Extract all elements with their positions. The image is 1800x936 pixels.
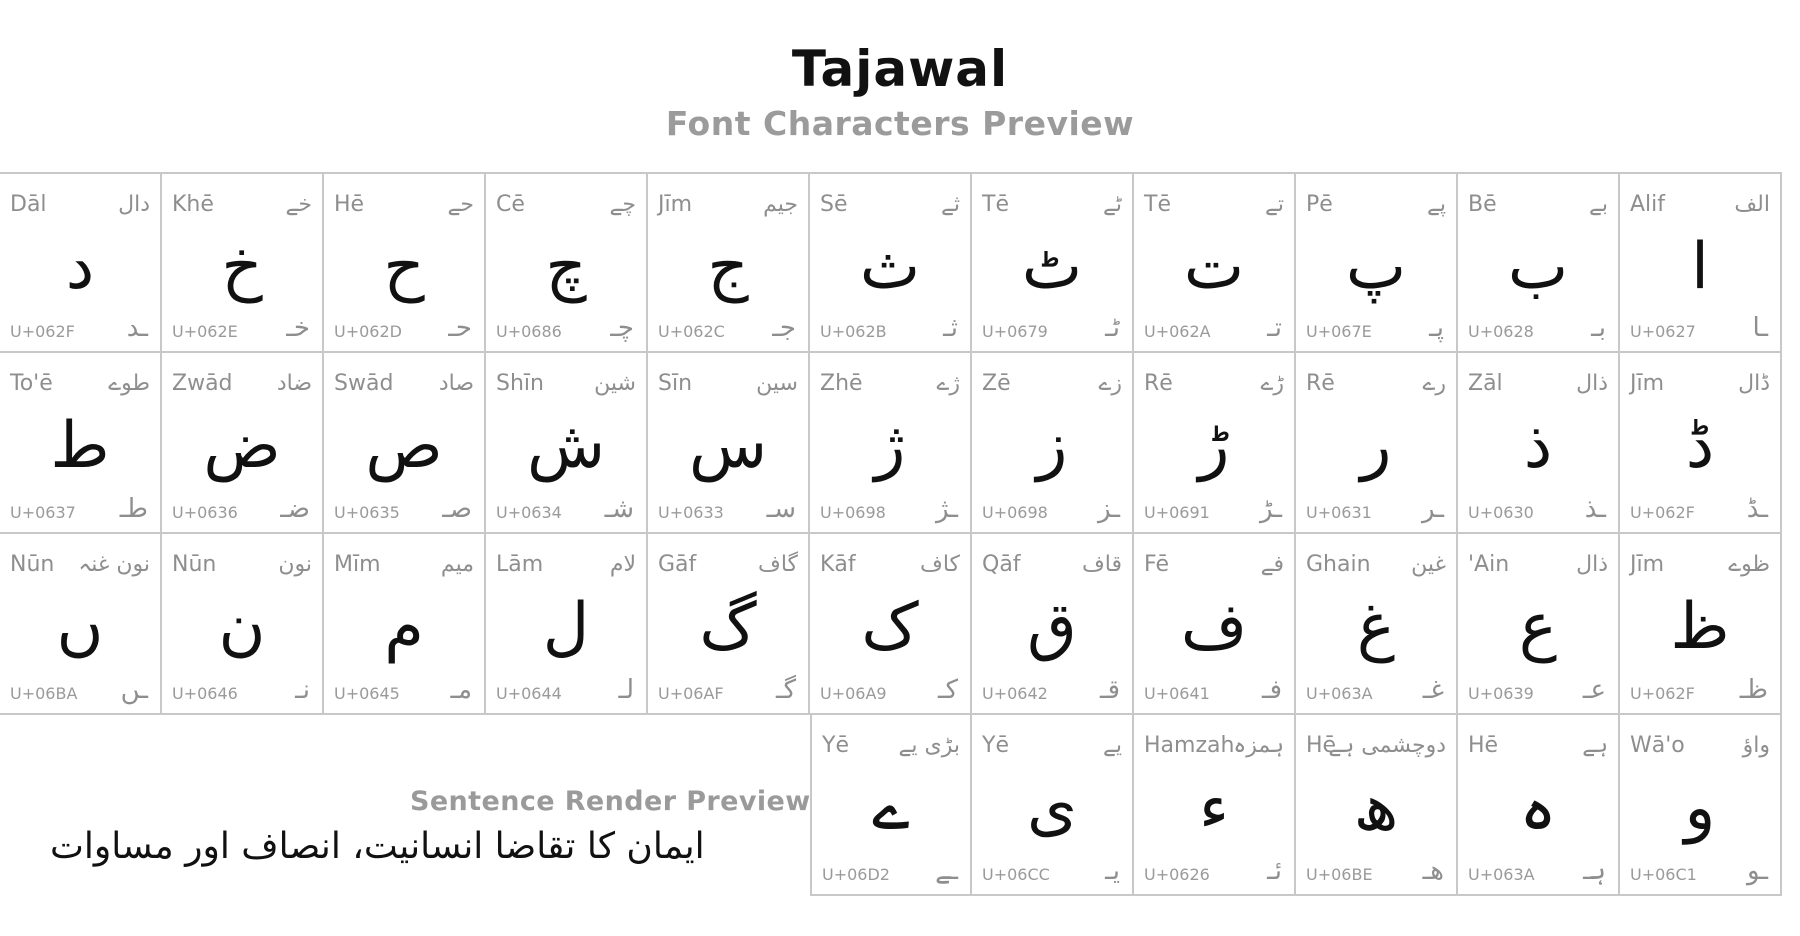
character-cell (1620, 715, 1782, 896)
character-codepoint: U+062C (658, 322, 725, 341)
character-cell (972, 353, 1134, 534)
character-codepoint: U+0644 (496, 684, 562, 703)
character-latin-name: Tē (1144, 192, 1171, 217)
character-cell (324, 172, 486, 353)
character-urdu-name: ضاد (276, 371, 312, 396)
character-codepoint: U+06AF (658, 684, 724, 703)
character-urdu-name: ڈال (1738, 371, 1770, 396)
character-codepoint: U+062F (1630, 503, 1695, 522)
character-latin-name: Cē (496, 192, 525, 217)
character-glyph: ج (707, 230, 749, 304)
character-cell (1458, 715, 1620, 896)
character-codepoint: U+0635 (334, 503, 400, 522)
character-joined-form: یـ (1105, 856, 1120, 886)
character-joined-form: ـا (1752, 313, 1768, 343)
character-urdu-name: میم (440, 552, 474, 577)
character-cell (486, 172, 648, 353)
character-urdu-name: فے (1260, 552, 1284, 577)
character-codepoint: U+0637 (10, 503, 76, 522)
character-joined-form: غـ (1422, 675, 1444, 705)
character-codepoint: U+0679 (982, 322, 1048, 341)
character-latin-name: Shīn (496, 371, 544, 396)
character-codepoint: U+062F (10, 322, 75, 341)
character-cell (648, 353, 810, 534)
character-glyph: ٹ (1021, 230, 1083, 304)
character-urdu-name: چے (609, 192, 636, 217)
character-joined-form: ـژ (936, 494, 958, 524)
character-urdu-name: خے (285, 192, 312, 217)
page-subtitle: Font Characters Preview (665, 104, 1135, 143)
character-cell (324, 353, 486, 534)
character-latin-name: Hamzah (1144, 733, 1235, 758)
character-urdu-name: سین (756, 371, 798, 396)
character-latin-name: Sē (820, 192, 848, 217)
character-glyph: ت (1183, 230, 1245, 304)
character-urdu-name: تے (1264, 192, 1284, 217)
character-joined-form: ـڑ (1260, 494, 1282, 524)
character-glyph: ق (1027, 590, 1077, 664)
character-latin-name: Hē (1306, 733, 1337, 758)
character-codepoint: U+0639 (1468, 684, 1534, 703)
character-glyph: ع (1518, 590, 1558, 664)
character-latin-name: To'ē (10, 371, 53, 396)
character-glyph: و (1684, 771, 1716, 845)
character-joined-form: ئـ (1267, 856, 1282, 886)
character-codepoint: U+0626 (1144, 865, 1210, 884)
character-latin-name: Nūn (172, 552, 217, 577)
character-joined-form: ھـ (1422, 856, 1444, 886)
character-urdu-name: صاد (438, 371, 474, 396)
character-urdu-name: غین (1411, 552, 1446, 577)
character-latin-name: Hē (1468, 733, 1499, 758)
character-codepoint: U+06BA (10, 684, 78, 703)
character-cell (1458, 534, 1620, 715)
character-glyph: ی (1026, 771, 1078, 845)
character-joined-form: ضـ (280, 494, 310, 524)
character-joined-form: ـز (1098, 494, 1120, 524)
character-joined-form: بـ (1591, 313, 1606, 343)
character-codepoint: U+062B (820, 322, 887, 341)
character-cell (1296, 715, 1458, 896)
character-cell (162, 172, 324, 353)
character-urdu-name: قاف (1081, 552, 1122, 577)
character-glyph: س (688, 409, 768, 483)
character-codepoint: U+0698 (820, 503, 886, 522)
character-latin-name: Rē (1306, 371, 1335, 396)
character-glyph: پ (1345, 230, 1407, 304)
character-glyph: ھ (1353, 771, 1399, 845)
character-joined-form: ـے (935, 856, 958, 886)
character-codepoint: U+06C1 (1630, 865, 1697, 884)
page-title: Tajawal (791, 40, 1009, 98)
character-glyph: ذ (1523, 409, 1553, 483)
character-latin-name: Qāf (982, 552, 1021, 577)
character-codepoint: U+06A9 (820, 684, 887, 703)
character-glyph: ژ (874, 409, 906, 483)
character-glyph: ر (1360, 409, 1392, 483)
character-joined-form: تـ (1267, 313, 1282, 343)
character-latin-name: 'Ain (1468, 552, 1510, 577)
character-joined-form: ـد (126, 313, 148, 343)
character-cell (1134, 353, 1296, 534)
character-glyph: ب (1507, 230, 1569, 304)
character-glyph: ص (365, 409, 443, 483)
character-codepoint: U+0642 (982, 684, 1048, 703)
character-codepoint: U+0627 (1630, 322, 1696, 341)
character-latin-name: Zwād (172, 371, 233, 396)
character-codepoint: U+062D (334, 322, 402, 341)
character-joined-form: نـ (295, 675, 310, 705)
character-joined-form: مـ (450, 675, 472, 705)
character-joined-form: پـ (1429, 313, 1444, 343)
character-cell (810, 534, 972, 715)
character-urdu-name: ہمزہ (1233, 733, 1284, 758)
character-joined-form: فـ (1261, 675, 1282, 705)
character-urdu-name: ڑے (1260, 371, 1284, 396)
character-urdu-name: یے (1102, 733, 1122, 758)
character-latin-name: Yē (822, 733, 849, 758)
character-latin-name: Wā'o (1630, 733, 1685, 758)
character-joined-form: ہـ (1583, 856, 1606, 886)
character-cell (1620, 172, 1782, 353)
character-cell (810, 715, 972, 896)
character-urdu-name: نون (278, 552, 312, 577)
character-joined-form: طـ (119, 494, 148, 524)
character-latin-name: Jīm (658, 192, 693, 217)
character-cell (1296, 534, 1458, 715)
character-codepoint: U+062F (1630, 684, 1695, 703)
character-latin-name: Dāl (10, 192, 47, 217)
character-urdu-name: ثے (940, 192, 960, 217)
character-cell (486, 353, 648, 534)
character-cell (1296, 353, 1458, 534)
character-codepoint: U+063A (1468, 865, 1535, 884)
character-latin-name: Zē (982, 371, 1011, 396)
character-joined-form: ـں (120, 675, 148, 705)
character-cell (1458, 353, 1620, 534)
character-joined-form: لـ (618, 675, 634, 705)
character-joined-form: کـ (938, 675, 958, 705)
character-glyph: ڈ (1685, 409, 1715, 483)
character-codepoint: U+067E (1306, 322, 1372, 341)
character-codepoint: U+06D2 (822, 865, 890, 884)
character-codepoint: U+0630 (1468, 503, 1534, 522)
character-cell (1620, 534, 1782, 715)
character-joined-form: قـ (1099, 675, 1120, 705)
character-urdu-name: نون غنہ (78, 552, 150, 577)
character-glyph: ہ (1519, 771, 1557, 845)
character-latin-name: Ghain (1306, 552, 1371, 577)
character-urdu-name: ٹے (1102, 192, 1122, 217)
character-glyph: خ (221, 230, 263, 304)
character-glyph: ف (1180, 590, 1248, 664)
character-codepoint: U+06CC (982, 865, 1050, 884)
character-latin-name: Swād (334, 371, 394, 396)
character-codepoint: U+0686 (496, 322, 562, 341)
character-codepoint: U+0634 (496, 503, 562, 522)
character-latin-name: Kāf (820, 552, 856, 577)
character-urdu-name: دال (118, 192, 150, 217)
character-latin-name: Fē (1144, 552, 1169, 577)
character-joined-form: ـڈ (1746, 494, 1768, 524)
character-cell (1134, 534, 1296, 715)
character-glyph: ے (872, 771, 910, 845)
character-cell (810, 172, 972, 353)
character-latin-name: Khē (172, 192, 214, 217)
character-cell (324, 534, 486, 715)
character-glyph: ں (56, 590, 104, 664)
character-glyph: ط (50, 409, 110, 483)
character-glyph: ح (383, 230, 425, 304)
character-latin-name: Hē (334, 192, 365, 217)
character-urdu-name: کاف (920, 552, 960, 577)
character-cell (0, 172, 162, 353)
character-glyph: ز (1036, 409, 1068, 483)
character-glyph: چ (545, 230, 587, 304)
character-latin-name: Sīn (658, 371, 693, 396)
character-codepoint: U+06BE (1306, 865, 1373, 884)
character-cell (0, 534, 162, 715)
character-latin-name: Rē (1144, 371, 1173, 396)
character-cell (162, 353, 324, 534)
character-urdu-name: ظوے (1728, 552, 1770, 577)
character-cell (972, 172, 1134, 353)
character-joined-form: ٹـ (1105, 313, 1120, 343)
character-codepoint: U+0641 (1144, 684, 1210, 703)
character-urdu-name: واؤ (1742, 733, 1770, 758)
character-glyph: م (384, 590, 424, 664)
character-joined-form: سـ (766, 494, 796, 524)
character-urdu-name: شین (594, 371, 636, 396)
character-urdu-name: بے (1588, 192, 1608, 217)
character-glyph: ظ (1670, 590, 1730, 664)
character-latin-name: Tē (982, 192, 1009, 217)
character-glyph: ن (218, 590, 266, 664)
character-latin-name: Jīm (1630, 371, 1665, 396)
character-codepoint: U+0631 (1306, 503, 1372, 522)
character-joined-form: عـ (1582, 675, 1606, 705)
character-joined-form: ـذ (1584, 494, 1606, 524)
character-glyph: د (65, 230, 95, 304)
character-latin-name: Lām (496, 552, 544, 577)
character-joined-form: جـ (772, 313, 796, 343)
character-joined-form: ـو (1746, 856, 1768, 886)
character-urdu-name: ہے (1582, 733, 1608, 758)
character-latin-name: Gāf (658, 552, 697, 577)
character-urdu-name: ذال (1576, 552, 1608, 577)
character-cell (648, 534, 810, 715)
character-urdu-name: دوچشمی ہے (1328, 733, 1446, 758)
character-joined-form: چـ (610, 313, 634, 343)
character-glyph: ش (526, 409, 606, 483)
character-joined-form: ظـ (1739, 675, 1768, 705)
character-latin-name: Mīm (334, 552, 381, 577)
character-codepoint: U+0691 (1144, 503, 1210, 522)
character-urdu-name: ژے (936, 371, 960, 396)
character-latin-name: Bē (1468, 192, 1497, 217)
character-grid (0, 172, 1800, 902)
character-cell (1134, 172, 1296, 353)
character-cell (972, 534, 1134, 715)
character-urdu-name: زے (1098, 371, 1122, 396)
character-codepoint: U+0636 (172, 503, 238, 522)
character-urdu-name: ذال (1576, 371, 1608, 396)
sentence-preview-label: Sentence Render Preview (410, 786, 811, 817)
character-joined-form: ثـ (943, 313, 958, 343)
character-cell (486, 534, 648, 715)
character-cell (1296, 172, 1458, 353)
character-urdu-name: جیم (763, 192, 798, 217)
character-latin-name: Nūn (10, 552, 55, 577)
character-urdu-name: بڑی یے (898, 733, 960, 758)
character-glyph: ا (1691, 230, 1709, 304)
character-latin-name: Alif (1630, 192, 1666, 217)
character-latin-name: Zhē (820, 371, 863, 396)
character-urdu-name: پے (1426, 192, 1446, 217)
character-cell (810, 353, 972, 534)
character-joined-form: گـ (776, 675, 796, 705)
character-urdu-name: طوے (108, 371, 150, 396)
character-joined-form: شـ (604, 494, 634, 524)
character-codepoint: U+063A (1306, 684, 1373, 703)
character-glyph: ل (542, 590, 590, 664)
character-codepoint: U+0698 (982, 503, 1048, 522)
character-latin-name: Zāl (1468, 371, 1503, 396)
character-joined-form: ـر (1422, 494, 1444, 524)
character-cell (1134, 715, 1296, 896)
character-cell (162, 534, 324, 715)
character-codepoint: U+0633 (658, 503, 724, 522)
character-latin-name: Jīm (1630, 552, 1665, 577)
character-codepoint: U+0646 (172, 684, 238, 703)
character-cell (0, 353, 162, 534)
character-joined-form: حـ (448, 313, 472, 343)
character-urdu-name: رے (1422, 371, 1446, 396)
character-urdu-name: حے (447, 192, 474, 217)
character-cell (1620, 353, 1782, 534)
character-latin-name: Yē (982, 733, 1009, 758)
character-glyph: ث (859, 230, 921, 304)
character-urdu-name: الف (1734, 192, 1770, 217)
character-joined-form: صـ (442, 494, 472, 524)
character-glyph: ڑ (1198, 409, 1230, 483)
character-glyph: ء (1198, 771, 1230, 845)
character-cell (648, 172, 810, 353)
sentence-preview-text: ایمان کا تقاضا انسانیت، انصاف اور مساوات (50, 826, 705, 867)
character-cell (972, 715, 1134, 896)
character-codepoint: U+0645 (334, 684, 400, 703)
character-cell (1458, 172, 1620, 353)
character-glyph: گ (699, 590, 757, 664)
character-urdu-name: گاف (758, 552, 798, 577)
character-joined-form: خـ (286, 313, 310, 343)
character-codepoint: U+062E (172, 322, 238, 341)
character-glyph: ک (861, 590, 919, 664)
character-glyph: ض (203, 409, 281, 483)
character-glyph: غ (1356, 590, 1396, 664)
character-codepoint: U+062A (1144, 322, 1211, 341)
character-latin-name: Pē (1306, 192, 1333, 217)
character-urdu-name: لام (609, 552, 636, 577)
character-codepoint: U+0628 (1468, 322, 1534, 341)
